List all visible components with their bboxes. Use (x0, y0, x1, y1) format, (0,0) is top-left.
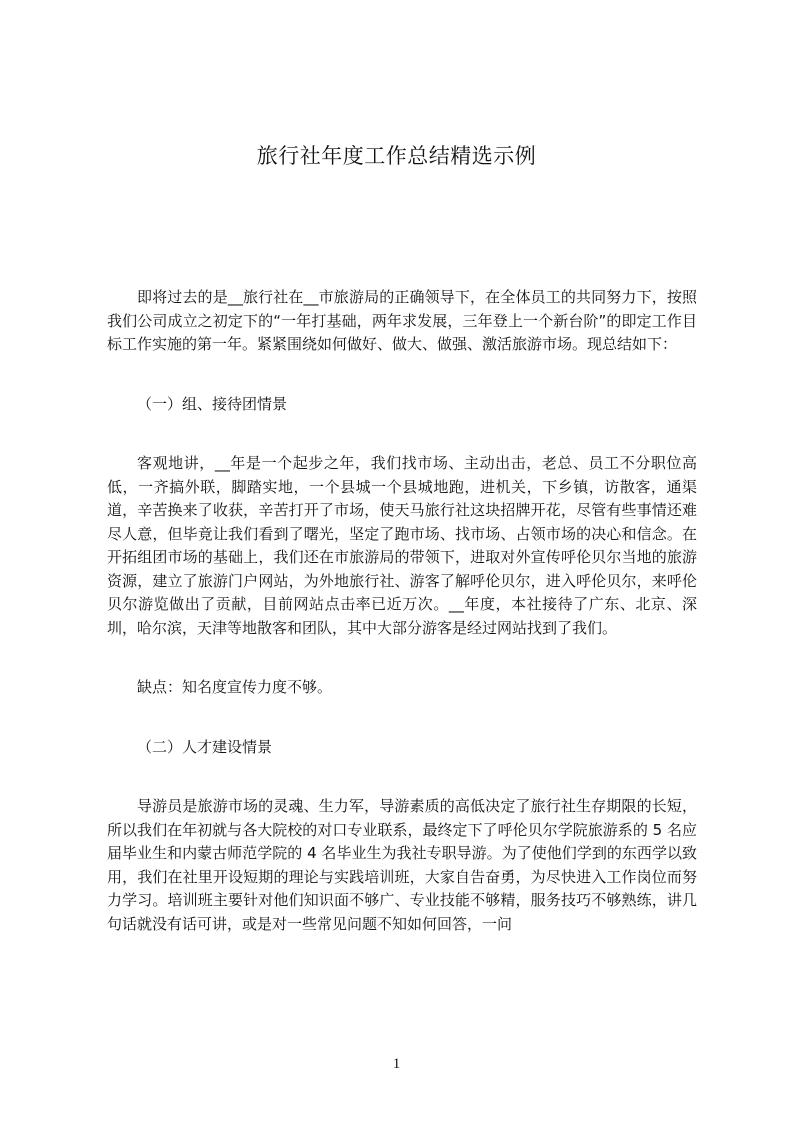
paragraph-intro: 即将过去的是__旅行社在__市旅游局的正确领导下，在全体员工的共同努力下，按照我们公司成立之初定下的“一年打基础，两年求发展，三年登上一个新台阶”的即定工作目标工作实施的第一年。紧紧围绕如何做好、做大、做强、激活旅游市场。现总结如下： (107, 288, 697, 353)
document-body (107, 286, 697, 972)
section-heading-2: （二）人才建设情景 (137, 737, 273, 756)
section-heading-1: （一）组、接待团情景 (137, 394, 288, 413)
paragraph-talent-building: 导游员是旅游市场的灵魂、生力军，导游素质的高低决定了旅行社生存期限的长短，所以我们在年初就与各大院校的对口专业联系，最终定下了呼伦贝尔学院旅游系的 5 名应届毕业生和内蒙古师范学院的 4 名毕业生为我社专职导游。为了使他们学到的东西学以致用，我们在社里开设短期的理论与实践培训班，大家自告奋勇，为尽快进入工作岗位而努力学习。培训班主要针对他们知识面不够广、专业技能不够精，服务技巧不够熟练，讲几句话就没有话可讲，或是对一些常见问题不知如何回答，一问 (107, 797, 697, 933)
paragraph-shortcoming: 缺点：知名度宣传力度不够。 (137, 678, 333, 696)
page-number: 1 (392, 1056, 401, 1072)
document-title: 旅行社年度工作总结精选示例 (256, 144, 537, 168)
paragraph-tour-reception: 客观地讲，__年是一个起步之年，我们找市场、主动出击，老总、员工不分职位高低，一齐搞外联，脚踏实地，一个县城一个县城地跑，进机关，下乡镇，访散客，通渠道，辛苦换来了收获，辛苦打开了市场，使天马旅行社这块招牌开花，尽管有些事情还难尽人意，但毕竟让我们看到了曙光，坚定了跑市场、找市场、占领市场的决心和信念。在开拓组团市场的基础上，我们还在市旅游局的带领下，进取对外宣传呼伦贝尔当地的旅游资源，建立了旅游门户网站，为外地旅行社、游客了解呼伦贝尔，进入呼伦贝尔，来呼伦贝尔游览做出了贡献，目前网站点击率已近万次。__年度，本社接待了广东、北京、深圳，哈尔滨，天津等地散客和团队，其中大部分游客是经过网站找到了我们。 (107, 454, 697, 637)
